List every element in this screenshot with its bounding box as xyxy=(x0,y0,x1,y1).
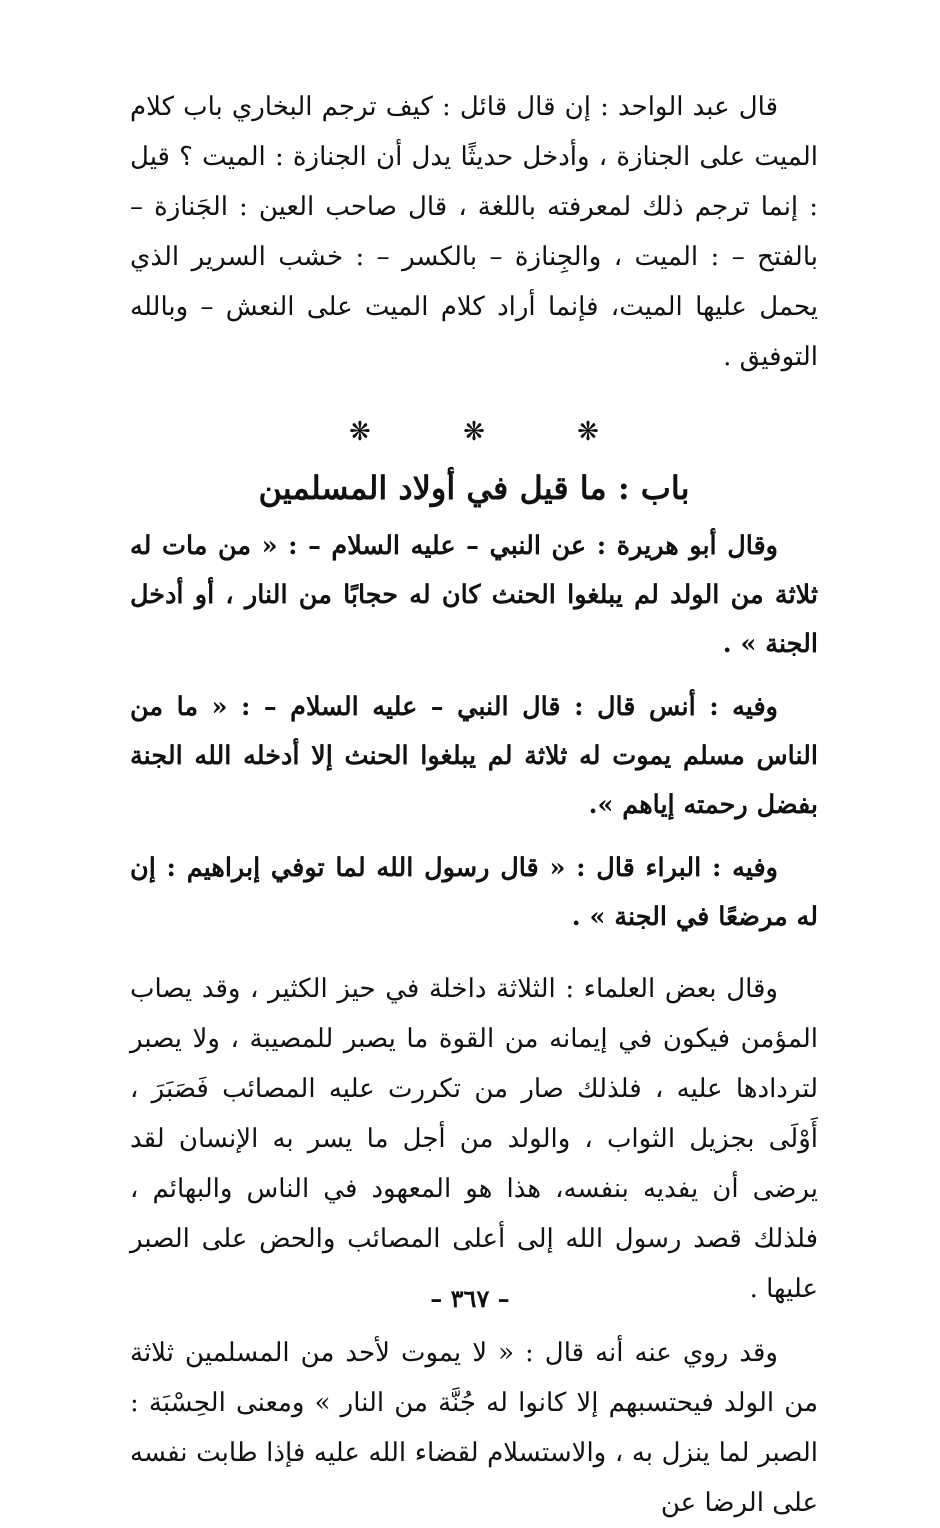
paragraph-narration: وقد روي عنه أنه قال : « لا يموت لأحد من المسلمين ثلاثة من الولد فيحتسبهم إلا كانوا له جُنَّة من النار » ومعنى الحِسْبَة : الصبر لما ينزل به ، والاستسلام لقضاء الله عليه فإذا طابت نفسه على الرضا عن xyxy=(130,1338,818,1518)
paragraph-commentary: وقال بعض العلماء : الثلاثة داخلة في حيز الكثير ، وقد يصاب المؤمن فيكون في إيمانه من القوة ما يصبر للمصيبة ، ولا يصبر لتردادها عليه ، فلذلك صار من تكررت عليه المصائب فَصَبَرَ ، أَوْلَى بجزيل الثواب ، والولد من أجل ما يسر به الإنسان لقد يرضى أن يفديه بنفسه، هذا هو المعهود في الناس والبهائم ، فلذلك قصد رسول الله إلى أعلى المصائب والحض على الصبر عليها . xyxy=(130,974,818,1304)
chapter-title: باب : ما قيل في أولاد المسلمين xyxy=(258,469,690,507)
hadith-abu-hurayra: وقال أبو هريرة : عن النبي – عليه السلام – : « من مات له ثلاثة من الولد لم يبلغوا الحنث كان له حجابًا من النار ، أو أدخل الجنة » . xyxy=(130,531,818,659)
page-number: – ٣٦٧ – xyxy=(430,1284,510,1313)
asterism-icon: ❋ xyxy=(577,417,599,447)
paragraph-intro: قال عبد الواحد : إن قال قائل : كيف ترجم البخاري باب كلام الميت على الجنازة ، وأدخل حديثًا يدل أن الجنازة : الميت ؟ قيل : إنما ترجم ذلك لمعرفته باللغة ، قال صاحب العين : الجَنازة – بالفتح – : الميت ، والجِنازة – بالكسر – : خشب السرير الذي يحمل عليها الميت، فإنما أراد كلام الميت على النعش – وبالله التوفيق . xyxy=(130,92,818,372)
hadith-anas: وفيه : أنس قال : قال النبي – عليه السلام – : « ما من الناس مسلم يموت له ثلاثة لم يبلغوا الحنث إلا أدخله الله الجنة بفضل رحمته إياهم ». xyxy=(130,692,818,820)
hadith-bara: وفيه : البراء قال : « قال رسول الله لما توفي إبراهيم : إن له مرضعًا في الجنة » . xyxy=(130,853,818,932)
section-separator xyxy=(130,408,818,456)
asterism-icon: ❋ xyxy=(463,417,485,447)
asterism-icon: ❋ xyxy=(349,417,371,447)
